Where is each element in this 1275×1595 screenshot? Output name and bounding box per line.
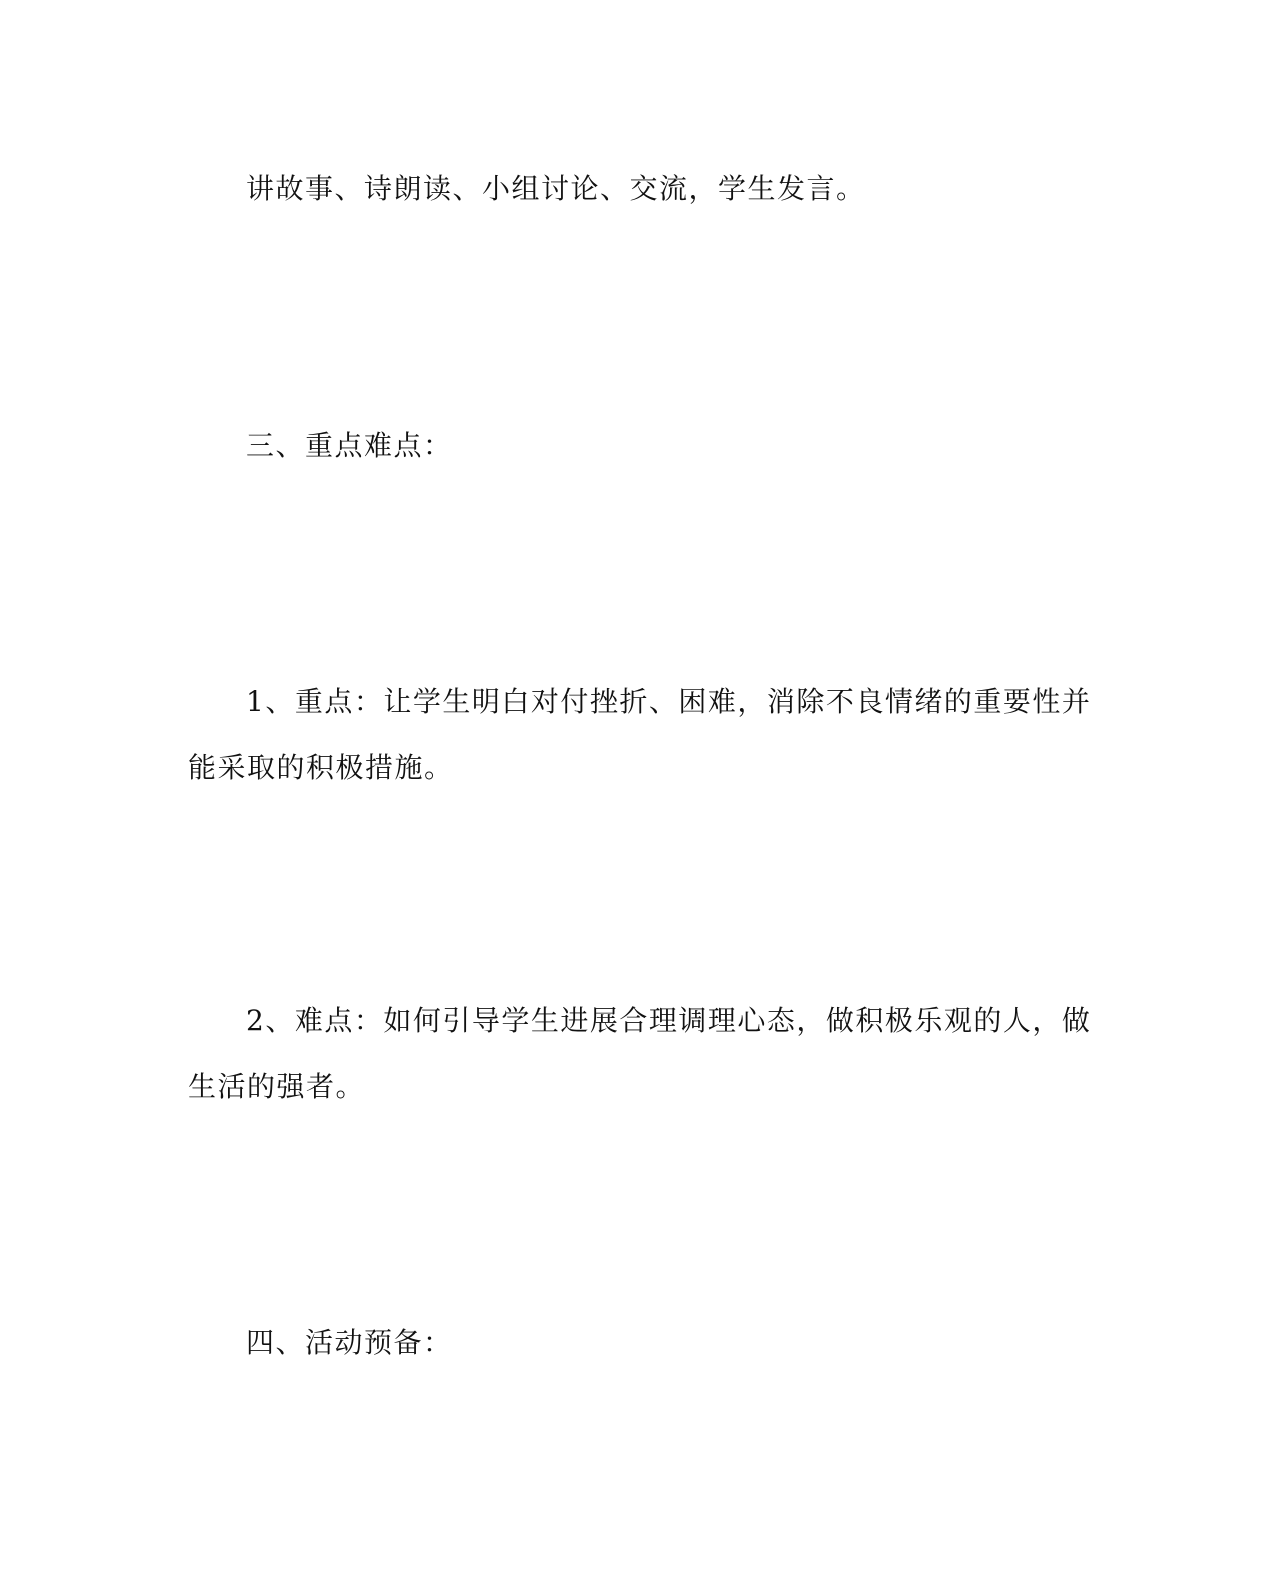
key-point-paragraph-line-1: 1、重点：让学生明白对付挫折、困难，消除不良情绪的重要性并: [246, 685, 1092, 718]
section-heading-preparation: 四、活动预备：: [246, 1326, 453, 1359]
key-point-paragraph-line-2: 能采取的积极措施。: [188, 751, 454, 784]
difficult-point-paragraph-line-2: 生活的强者。: [188, 1070, 366, 1103]
methods-paragraph: 讲故事、诗朗读、小组讨论、交流，学生发言。: [246, 172, 866, 205]
section-heading-key-points: 三、重点难点：: [246, 429, 453, 462]
difficult-point-paragraph-line-1: 2、难点：如何引导学生进展合理调理心态，做积极乐观的人，做: [246, 1004, 1092, 1037]
